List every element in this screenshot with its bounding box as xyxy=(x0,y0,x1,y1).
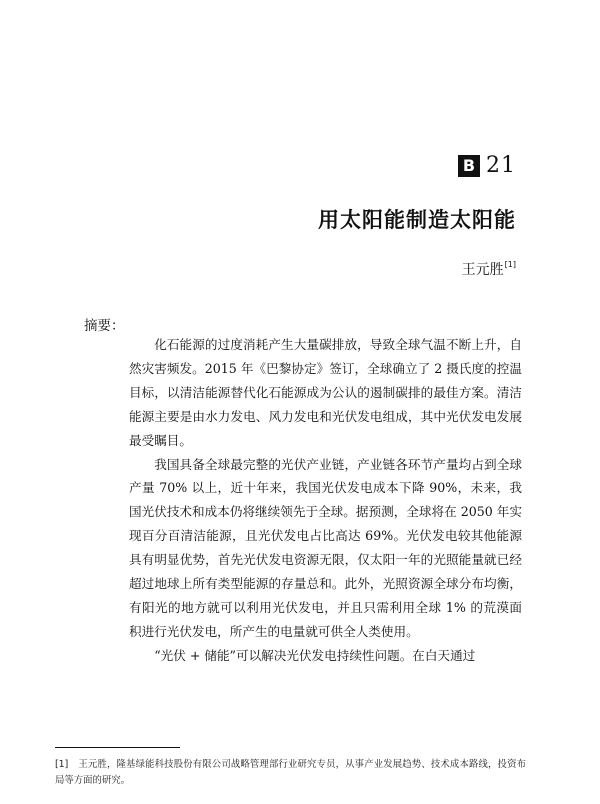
chapter-number: 21 xyxy=(486,153,516,178)
abstract-label: 摘要： xyxy=(84,318,125,334)
abstract-paragraph-3: “光伏 + 储能”可以解决光伏发电持续性问题。在白天通过 xyxy=(154,647,476,663)
author-name: 王元胜 xyxy=(461,262,504,278)
chapter-badge: B xyxy=(458,155,480,177)
author-line xyxy=(462,259,516,279)
page-title: 用太阳能制造太阳能 xyxy=(318,208,516,232)
footnote-text: 王元胜，隆基绿能科技股份有限公司战略管理部行业研究专员，从事产业发展趋势、技术成本路线，投资布局等方面的研究。 xyxy=(55,759,526,786)
abstract-body xyxy=(129,333,522,668)
footnote xyxy=(55,757,526,788)
author-footnote-mark[interactable]: [1] xyxy=(504,260,516,269)
abstract-paragraph-1: 化石能源的过度消耗产生大量碳排放，导致全球气温不断上升，自然灾害频发。2015 年《巴黎协定》签订，全球确立了 2 摄氏度的控温目标，以清洁能源替代化石能源成为公认的遏制碳排的最佳方案。清洁能源主要是由水力发电、风力发电和光伏发电组成，其中光伏发电发展最受瞩目。 xyxy=(129,337,522,448)
footnote-mark: [1] xyxy=(55,759,69,770)
footnote-divider xyxy=(55,747,180,748)
abstract-paragraph-2: 我国具备全球最完整的光伏产业链，产业链各环节产量均占到全球产量 70% 以上，近十年来，我国光伏发电成本下降 90%，未来，我国光伏技术和成本仍将继续领先于全球。据预测，全球将在 2050 年实现百分百清洁能源，且光伏发电占比高达 69%。光伏发电较其他能源具有明显优势，首先光伏发电资源无限，仅太阳一年的光照能量就已经超过地球上所有类型能源的存量总和。此外，光照资源全球分布均衡，有阳光的地方就可以利用光伏发电，并且只需利用全球 1% 的荒漠面积进行光伏发电，所产生的电量就可供全人类使用。 xyxy=(129,456,522,639)
chapter-heading xyxy=(458,153,516,178)
